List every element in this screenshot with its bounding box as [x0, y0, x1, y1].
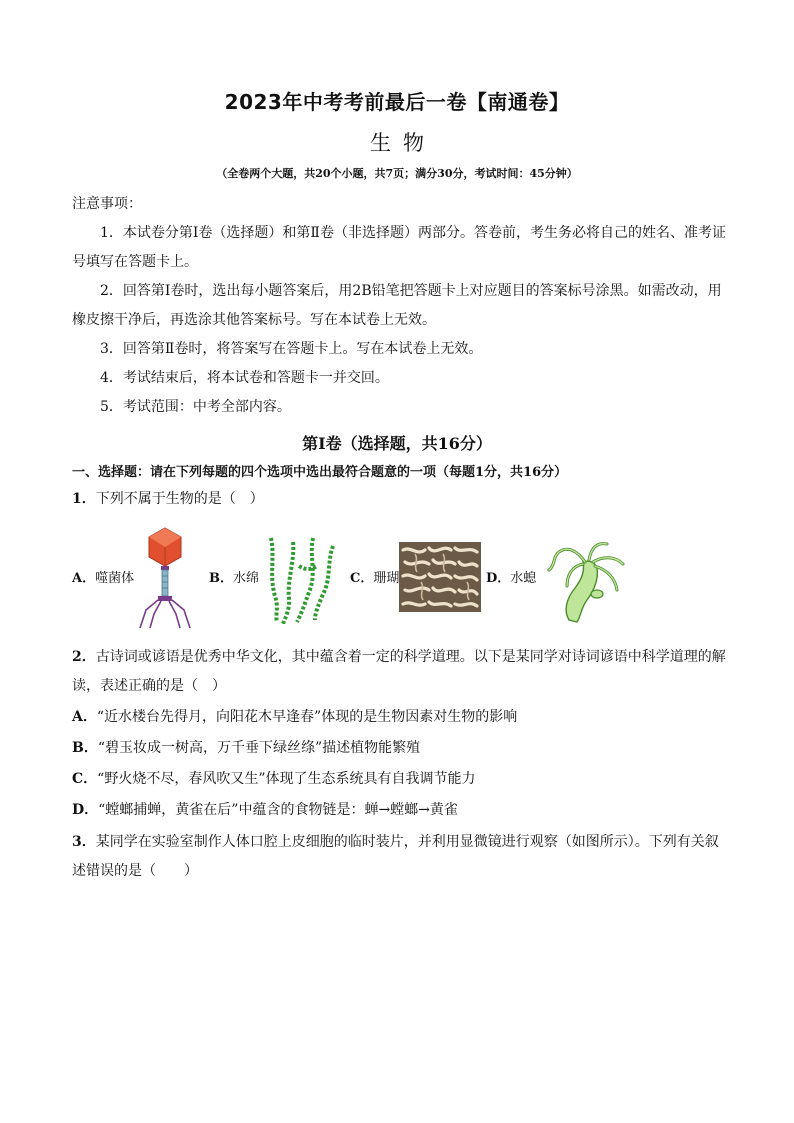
question-2 — [72, 643, 732, 701]
option-d — [486, 567, 536, 586]
question-2-option-d — [72, 796, 732, 825]
notes-heading: 注意事项： — [72, 196, 142, 212]
option-a — [72, 567, 134, 586]
note-item-2: 2．回答第Ⅰ卷时，选出每小题答案后，用2B铅笔把答题卡上对应题目的答案标号涂黑。如需改动，用橡皮擦干净后，再选涂其他答案标号。写在本试卷上无效。 — [72, 283, 722, 328]
question-text: 下列不属于生物的是（ ） — [95, 491, 264, 507]
option-text: 水绵 — [233, 571, 260, 586]
question-text: 某同学在实验室制作人体口腔上皮细胞的临时装片，并利用显微镜进行观察（如图所示）。下列有关叙述错误的是（ ） — [72, 834, 719, 879]
note-item-4: 4．考试结束后，将本试卷和答题卡一并交回。 — [100, 370, 389, 386]
option-c — [350, 567, 399, 586]
question-1 — [72, 485, 732, 514]
note-item-1: 1．本试卷分第Ⅰ卷（选择题）和第Ⅱ卷（非选择题）两部分。答卷前，考生务必将自己的姓名、准考证号填写在答题卡上。 — [72, 225, 726, 270]
question-1-options — [72, 526, 732, 630]
question-text: 古诗词或谚语是优秀中华文化，其中蕴含着一定的科学道理。以下是某同学对诗词谚语中科学道理的解读，表述正确的是（ ） — [72, 649, 726, 694]
option-text: 珊瑚 — [373, 571, 400, 586]
section-title: 第Ⅰ卷（选择题，共16分） — [302, 434, 492, 453]
option-text: “螳螂捕蝉，黄雀在后”中蕴含的食物链是：蝉→螳螂→黄雀 — [98, 802, 458, 818]
option-letter: D． — [486, 571, 511, 586]
option-letter: C． — [350, 571, 374, 586]
option-letter: D． — [72, 802, 99, 818]
bacteriophage-icon — [134, 526, 196, 630]
coral-icon — [399, 542, 481, 612]
subject-title: 生物 — [370, 131, 436, 155]
question-number: 2． — [72, 649, 96, 665]
option-text: 噬菌体 — [95, 571, 135, 586]
option-text: “近水楼台先得月，向阳花木早逢春”体现的是生物因素对生物的影响 — [96, 709, 518, 725]
question-3 — [72, 828, 732, 886]
option-text: “碧玉妆成一树高，万千垂下绿丝绦”描述植物能繁殖 — [97, 740, 421, 756]
exam-title: 2023年中考考前最后一卷【南通卷】 — [224, 90, 570, 114]
hydra-icon — [537, 536, 629, 624]
note-item-3: 3．回答第Ⅱ卷时，将答案写在答题卡上。写在本试卷上无效。 — [100, 341, 483, 357]
spirogyra-icon — [265, 536, 337, 624]
section-instruction: 一、选择题：请在下列每题的四个选项中选出最符合题意的一项（每题1分，共16分） — [72, 465, 568, 480]
option-letter: A． — [72, 709, 97, 725]
note-item-5: 5．考试范围：中考全部内容。 — [100, 399, 291, 415]
question-2-option-b — [72, 734, 732, 763]
exam-scope: （全卷两个大题，共20个小题，共7页；满分30分，考试时间：45分钟） — [216, 167, 578, 180]
option-text: “野火烧不尽，春风吹又生”体现了生态系统具有自我调节能力 — [97, 771, 476, 787]
question-2-option-c — [72, 765, 732, 794]
option-letter: B． — [72, 740, 98, 756]
question-2-option-a — [72, 703, 732, 732]
question-number: 3． — [72, 834, 96, 850]
option-letter: A． — [72, 571, 96, 586]
option-b — [209, 567, 259, 586]
option-letter: C． — [72, 771, 98, 787]
option-letter: B． — [209, 571, 233, 586]
question-number: 1． — [72, 491, 96, 507]
option-text: 水螅 — [510, 571, 537, 586]
